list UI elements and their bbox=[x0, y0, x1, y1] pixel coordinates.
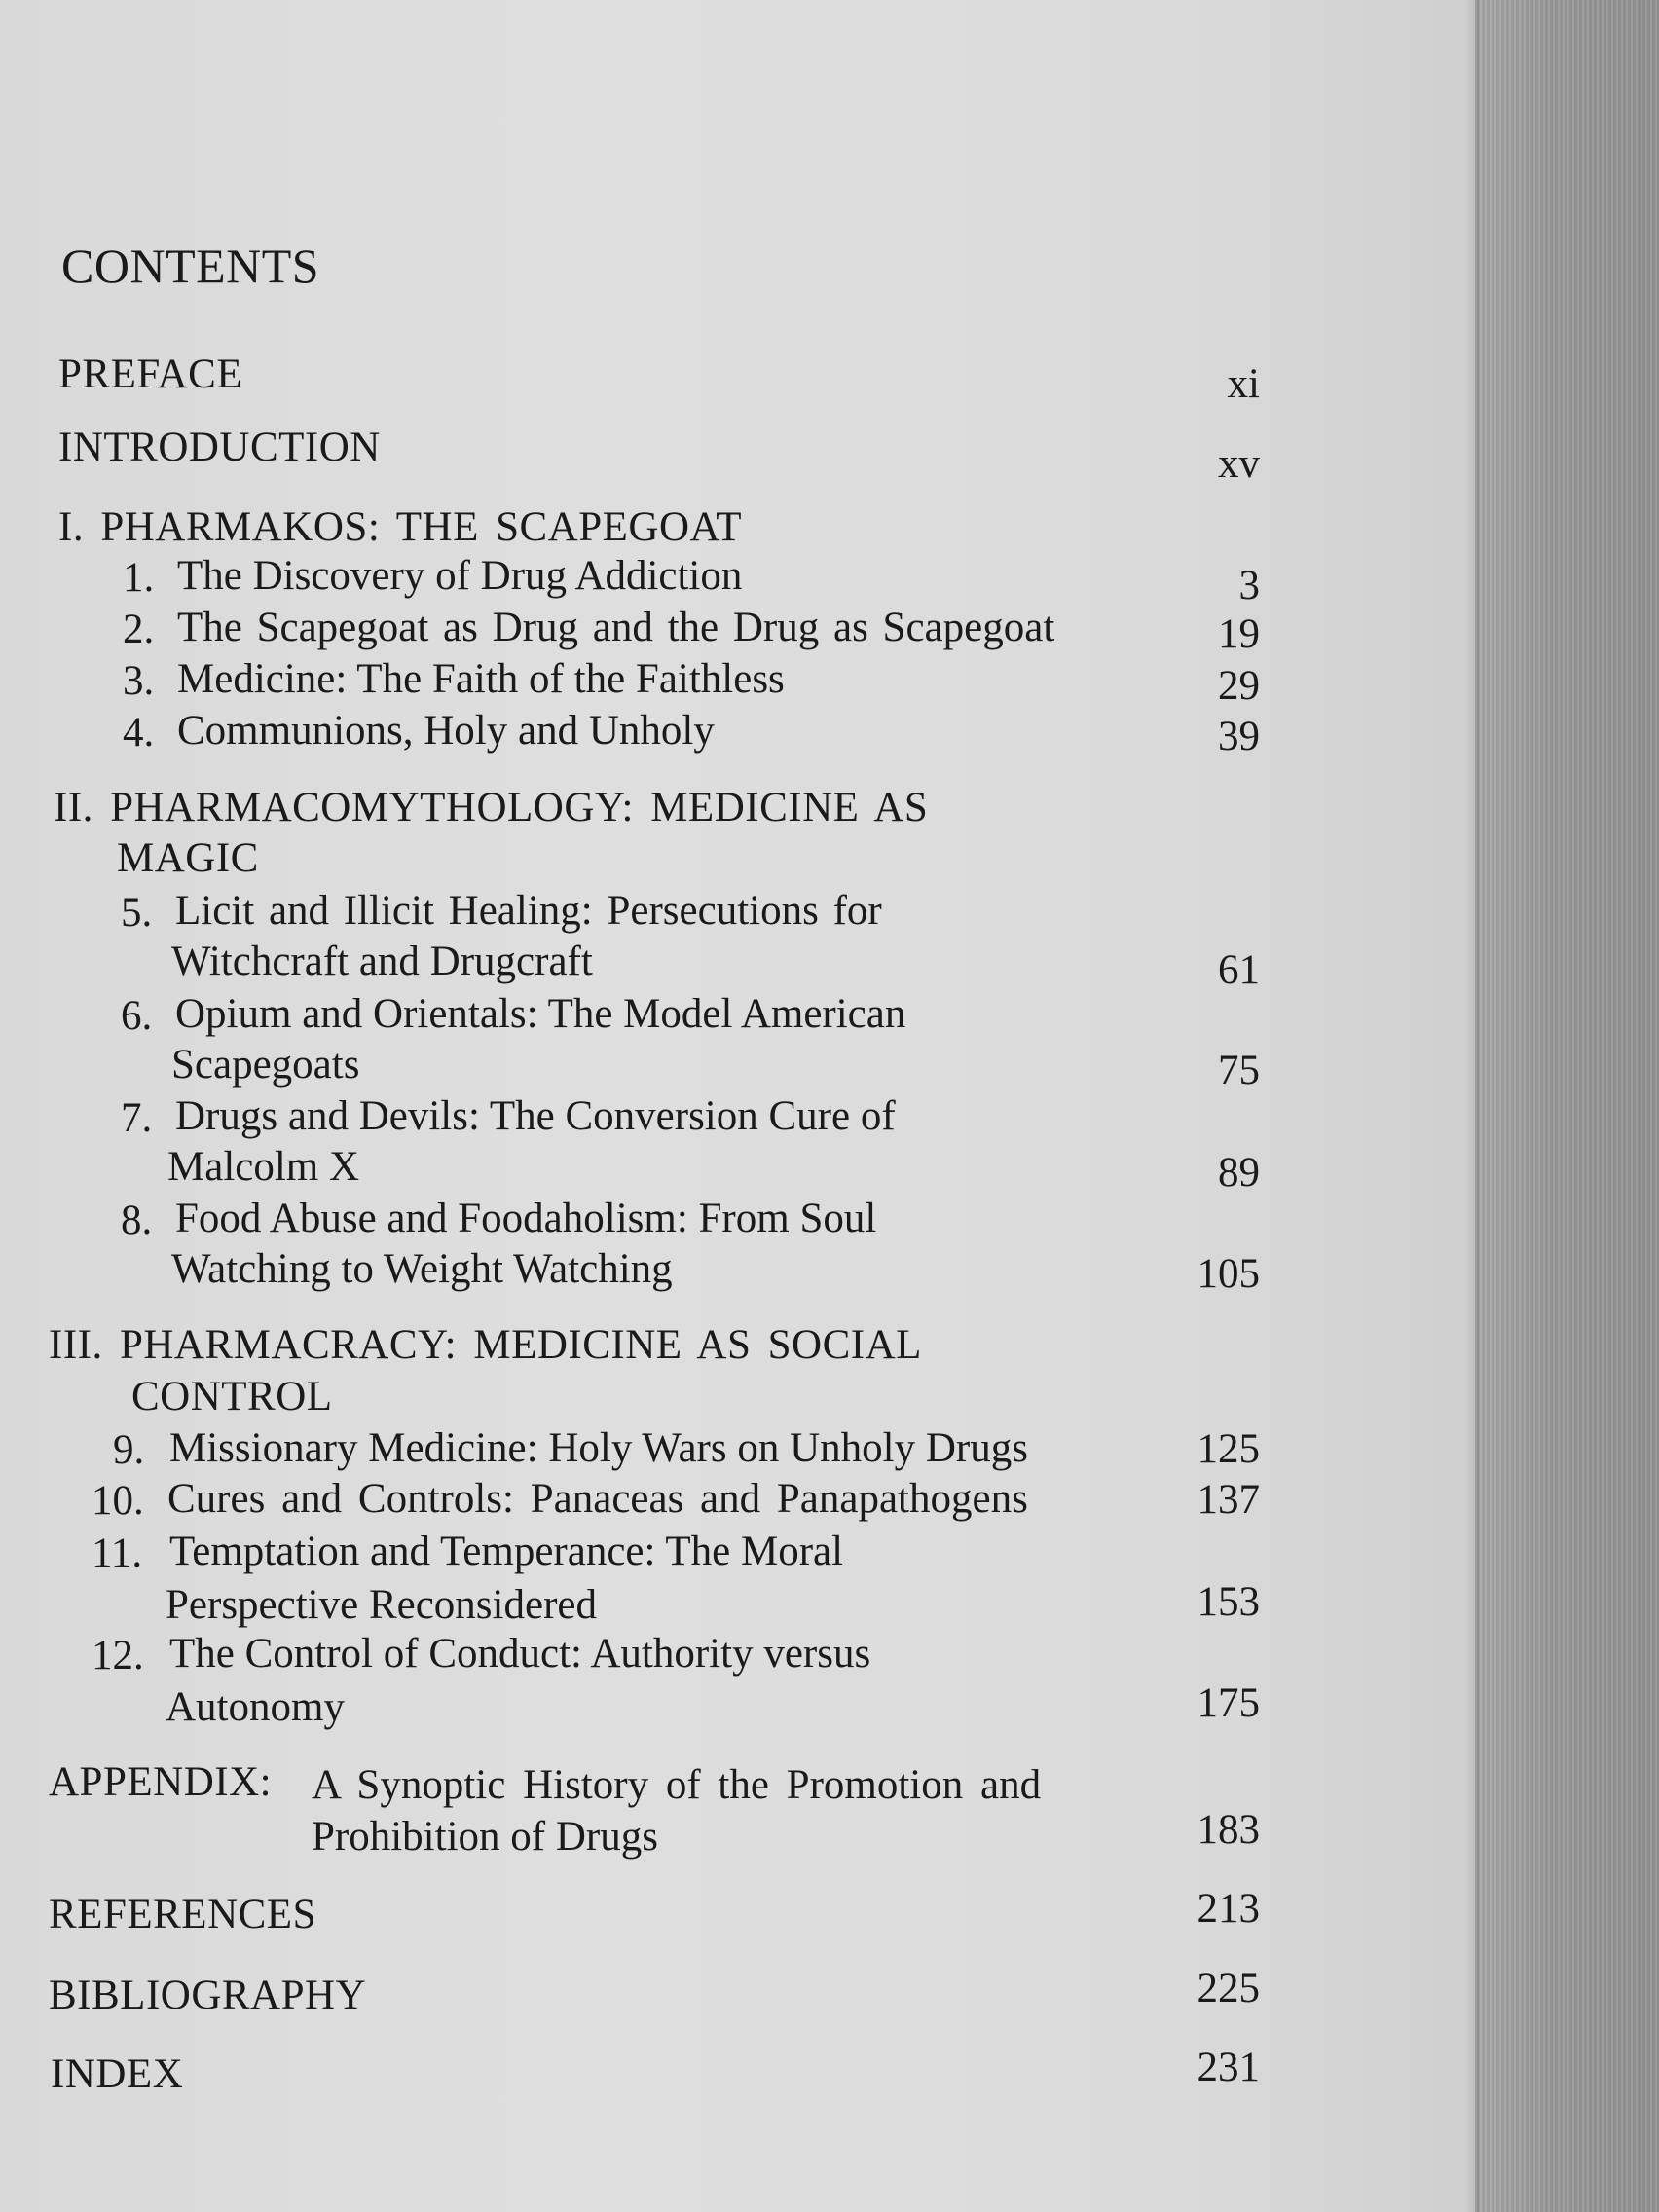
chapter-5-title-line-2: Witchcraft and Drugcraft bbox=[171, 939, 593, 984]
chapter-3-title: Medicine: The Faith of the Faithless bbox=[177, 656, 785, 702]
bibliography-label: BIBLIOGRAPHY bbox=[49, 1972, 367, 2018]
introduction-label: INTRODUCTION bbox=[58, 424, 381, 470]
chapter-6-title-line-2: Scapegoats bbox=[171, 1042, 360, 1088]
appendix-page: 183 bbox=[1197, 1807, 1260, 1853]
index-page: 231 bbox=[1197, 2045, 1260, 2090]
chapter-10-title: Cures and Controls: Panaceas and Panapathogens bbox=[167, 1476, 1028, 1522]
chapter-4-number: 4. bbox=[123, 710, 155, 756]
chapter-8-number: 8. bbox=[121, 1198, 153, 1243]
preface-label: PREFACE bbox=[58, 351, 243, 397]
chapter-5-number: 5. bbox=[121, 890, 153, 936]
chapter-7-title-line-2: Malcolm X bbox=[167, 1144, 360, 1190]
chapter-6-page: 75 bbox=[1218, 1048, 1260, 1093]
chapter-12-number: 12. bbox=[92, 1633, 144, 1678]
chapter-3-number: 3. bbox=[123, 658, 155, 704]
chapter-8-title-line-1: Food Abuse and Foodaholism: From Soul bbox=[175, 1196, 877, 1241]
chapter-6-title-line-1: Opium and Orientals: The Model American bbox=[175, 991, 906, 1037]
chapter-7-page: 89 bbox=[1218, 1150, 1260, 1196]
introduction-page: xv bbox=[1218, 441, 1260, 487]
contents-title: CONTENTS bbox=[61, 239, 320, 293]
chapter-1-page: 3 bbox=[1238, 563, 1260, 608]
preface-page: xi bbox=[1227, 361, 1260, 407]
chapter-7-number: 7. bbox=[121, 1095, 153, 1141]
chapter-6-number: 6. bbox=[121, 993, 153, 1039]
chapter-7-title-line-1: Drugs and Devils: The Conversion Cure of bbox=[175, 1093, 896, 1139]
appendix-title-line-2: Prohibition of Drugs bbox=[312, 1814, 658, 1860]
chapter-8-title-line-2: Watching to Weight Watching bbox=[171, 1246, 673, 1292]
part-3-heading-line-1: III. PHARMACRACY: MEDICINE AS SOCIAL bbox=[49, 1322, 922, 1368]
chapter-9-number: 9. bbox=[113, 1427, 145, 1473]
index-label: INDEX bbox=[51, 2051, 184, 2097]
bibliography-page: 225 bbox=[1197, 1966, 1260, 2011]
chapter-8-page: 105 bbox=[1197, 1251, 1260, 1297]
chapter-10-number: 10. bbox=[92, 1478, 144, 1524]
adjacent-page-edge bbox=[1475, 0, 1659, 2212]
references-page: 213 bbox=[1197, 1886, 1260, 1932]
part-3-heading-line-2: CONTROL bbox=[131, 1374, 333, 1419]
chapter-11-page: 153 bbox=[1197, 1579, 1260, 1625]
references-label: REFERENCES bbox=[49, 1892, 316, 1937]
chapter-11-title-line-2: Perspective Reconsidered bbox=[166, 1582, 597, 1628]
part-2-heading-line-1: II. PHARMACOMYTHOLOGY: MEDICINE AS bbox=[54, 785, 929, 830]
chapter-1-number: 1. bbox=[123, 555, 155, 601]
chapter-9-page: 125 bbox=[1197, 1426, 1260, 1472]
chapter-2-title: The Scapegoat as Drug and the Drug as Scapegoat bbox=[177, 605, 1055, 650]
chapter-11-number: 11. bbox=[92, 1530, 143, 1576]
chapter-12-page: 175 bbox=[1197, 1680, 1260, 1726]
chapter-1-title: The Discovery of Drug Addiction bbox=[177, 553, 743, 599]
chapter-2-number: 2. bbox=[123, 607, 155, 652]
part-2-heading-line-2: MAGIC bbox=[117, 835, 259, 881]
page-shadow bbox=[1465, 0, 1479, 2212]
appendix-label: APPENDIX: bbox=[49, 1759, 273, 1805]
chapter-2-page: 19 bbox=[1218, 611, 1260, 657]
chapter-10-page: 137 bbox=[1197, 1477, 1260, 1523]
chapter-9-title: Missionary Medicine: Holy Wars on Unholy Drugs bbox=[169, 1425, 1028, 1471]
chapter-12-title-line-1: The Control of Conduct: Authority versus bbox=[169, 1631, 871, 1677]
chapter-4-page: 39 bbox=[1218, 714, 1260, 759]
chapter-3-page: 29 bbox=[1218, 663, 1260, 709]
chapter-5-title-line-1: Licit and Illicit Healing: Persecutions for bbox=[175, 888, 882, 934]
chapter-11-title-line-1: Temptation and Temperance: The Moral bbox=[169, 1529, 844, 1574]
chapter-12-title-line-2: Autonomy bbox=[166, 1684, 345, 1730]
chapter-5-page: 61 bbox=[1218, 947, 1260, 993]
part-1-heading: I. PHARMAKOS: THE SCAPEGOAT bbox=[58, 504, 743, 550]
chapter-4-title: Communions, Holy and Unholy bbox=[177, 708, 715, 754]
appendix-title-line-1: A Synoptic History of the Promotion and bbox=[312, 1762, 1042, 1808]
